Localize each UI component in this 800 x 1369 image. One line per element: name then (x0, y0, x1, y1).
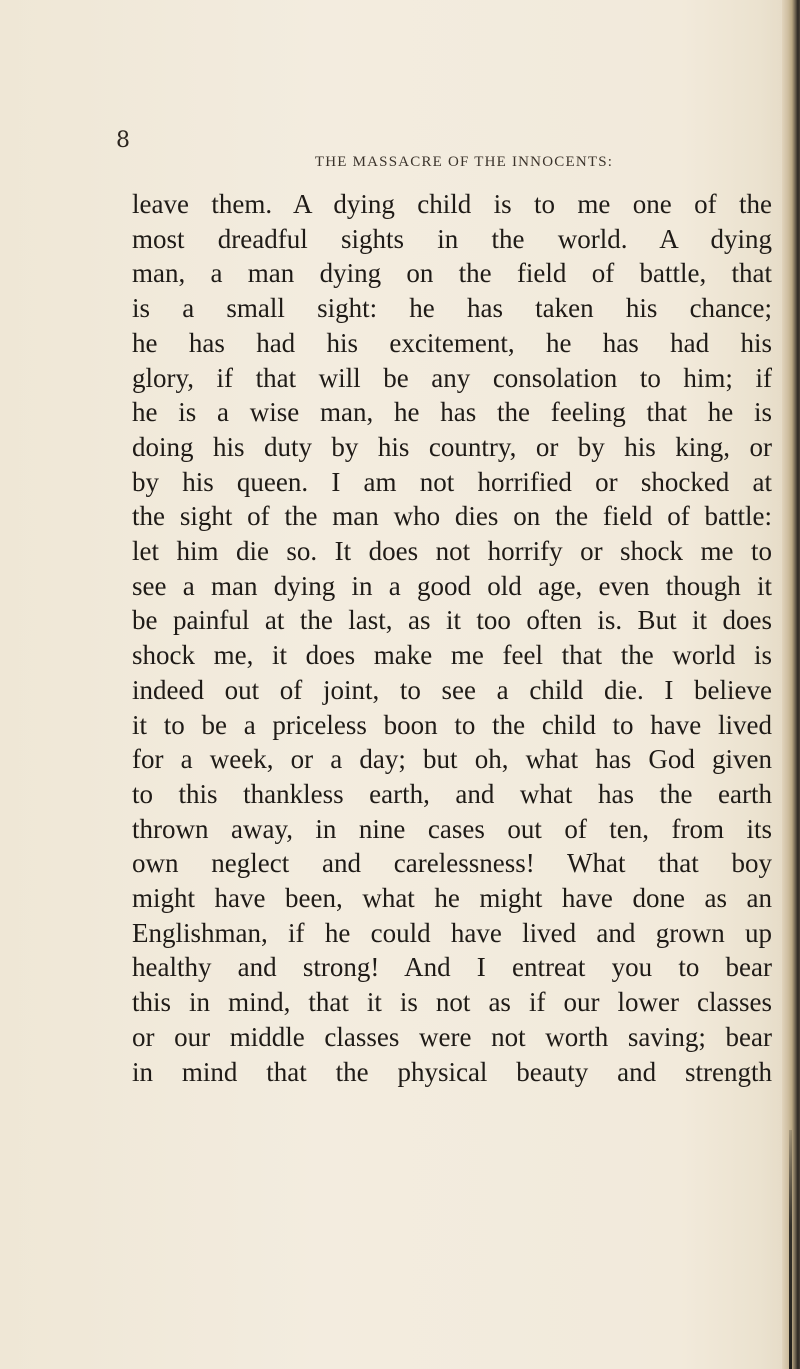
text-line: thrown away, in nine cases out of ten, from its (132, 813, 772, 844)
text-line: man, a man dying on the field of battle, that (132, 258, 772, 289)
text-line: most dreadful sights in the world. A dying (132, 223, 772, 254)
text-line: let him die so. It does not horrify or shock me to (132, 536, 772, 567)
text-line: be painful at the last, as it too often is. But it does (132, 605, 772, 636)
text-line: the sight of the man who dies on the field of battle: (132, 501, 772, 532)
text-line: see a man dying in a good old age, even though it (132, 570, 772, 601)
running-head: THE MASSACRE OF THE INNOCENTS: (314, 154, 614, 170)
text-line: to this thankless earth, and what has the earth (132, 778, 772, 809)
text-line: he is a wise man, he has the feeling that he is (132, 397, 772, 428)
text-line: glory, if that will be any consolation to him; if (132, 362, 772, 393)
text-line: for a week, or a day; but oh, what has God given (132, 744, 772, 775)
text-line: is a small sight: he has taken his chance; (132, 293, 772, 324)
text-line: healthy and strong! And I entreat you to bear (132, 952, 772, 983)
text-line: by his queen. I am not horrified or shocked at (132, 466, 772, 497)
page-number: 8 (116, 128, 130, 153)
text-line: own neglect and carelessness! What that boy (132, 848, 772, 879)
text-line: it to be a priceless boon to the child to have lived (132, 709, 772, 740)
body-text (132, 187, 772, 1089)
text-line: indeed out of joint, to see a child die. I believe (132, 674, 772, 705)
text-line: shock me, it does make me feel that the world is (132, 640, 772, 671)
text-line: in mind that the physical beauty and strength (132, 1056, 772, 1087)
text-line: leave them. A dying child is to me one of the (132, 189, 772, 219)
text-line: or our middle classes were not worth saving; bear (132, 1021, 772, 1052)
text-line: Englishman, if he could have lived and grown up (132, 917, 772, 948)
text-line: doing his duty by his country, or by his king, or (132, 431, 772, 462)
text-line: might have been, what he might have done as an (132, 883, 772, 914)
binding-thread (789, 1130, 792, 1369)
text-line: this in mind, that it is not as if our lower classes (132, 987, 772, 1018)
text-line: he has had his excitement, he has had his (132, 327, 772, 358)
